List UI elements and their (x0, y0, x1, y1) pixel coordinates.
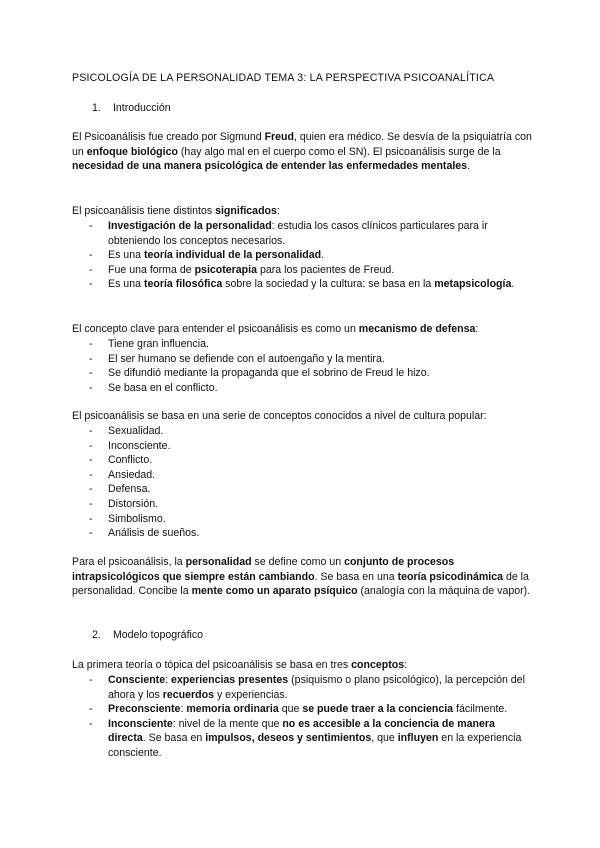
text-run: Sexualidad. (108, 425, 164, 437)
dash-bullet: - (89, 497, 93, 510)
list-item (72, 702, 532, 717)
list-item (72, 497, 532, 512)
bold-text: metapsicología (434, 278, 512, 291)
text-run: sobre la sociedad y la cultura: se basa en la (222, 278, 435, 291)
list-item (72, 482, 532, 497)
bold-text: teoría individual de la personalidad (143, 249, 322, 262)
bullet-list (72, 424, 532, 541)
bold-text: teoría filosófica (143, 278, 223, 291)
text-run: (hay algo mal en el cuerpo como el SN). El psicoanálisis surge de la (177, 145, 501, 158)
text-run: Se difundió mediante la propaganda que el sobrino de Freud le hizo. (108, 367, 430, 380)
bold-text: experiencias presentes (171, 674, 289, 686)
list-item (72, 424, 532, 439)
bold-text: se puede traer a la conciencia (302, 703, 454, 716)
list-item (72, 381, 532, 396)
text-run: . Se basa en (142, 732, 206, 745)
text-run: , quien era médico. Se desvía de la psiquiatría con un (72, 131, 532, 158)
dash-bullet: - (89, 717, 93, 730)
text-run: Es una (108, 249, 144, 262)
section-heading-modelo-topografico (92, 629, 203, 642)
dash-bullet: - (89, 278, 93, 291)
text-run: (analogía con la máquina de vapor). (357, 585, 531, 598)
bold-text: Investigación de la personalidad (108, 220, 272, 232)
text-run: : estudia los casos clínicos particulares para ir obteniendo los conceptos necesarios. (108, 220, 488, 247)
bold-text: mecanismo de defensa (358, 323, 476, 335)
text-run: Análisis de sueños. (108, 527, 200, 540)
bold-text: necesidad de una manera psicológica de entender las enfermedades mentales (72, 160, 468, 173)
dash-bullet: - (89, 439, 93, 452)
bold-text: impulsos, deseos y sentimientos (205, 732, 372, 745)
text-run: que (278, 703, 303, 716)
dash-bullet: - (89, 249, 93, 262)
text-run: Simbolismo. (108, 512, 166, 525)
bold-text: personalidad (185, 556, 252, 568)
dash-bullet: - (89, 425, 93, 437)
bold-text: memoria ordinaria (186, 703, 279, 716)
text-run: : (475, 323, 479, 335)
list-item (72, 526, 532, 541)
list-item (72, 366, 532, 381)
bold-text: conjunto de procesos intrapsicológicos que siempre están cambiando (72, 556, 455, 583)
text-run: Conflicto. (108, 454, 153, 467)
list-item (72, 439, 532, 454)
text-run: El ser humano se defiende con el autoengaño y la mentira. (108, 352, 385, 365)
text-run: Ansiedad. (108, 468, 156, 481)
text-run: Es una (108, 278, 144, 291)
text-run: se define como un (251, 556, 345, 568)
text-run: Tiene gran influencia. (108, 338, 209, 350)
bullet-list (72, 673, 532, 761)
text-run: en la experiencia consciente. (108, 732, 522, 759)
dash-bullet: - (89, 263, 93, 276)
bold-text: no es accesible a la conciencia de manera directa (108, 717, 495, 745)
bold-text: recuerdos (162, 688, 214, 701)
dash-bullet: - (89, 527, 93, 540)
section-label: Introducción (112, 102, 171, 114)
text-run: Fue una forma de (108, 263, 195, 276)
dash-bullet: - (89, 483, 93, 496)
dash-bullet: - (89, 381, 93, 394)
paragraph (72, 204, 532, 219)
bold-text: psicoterapia (194, 263, 257, 276)
text-run: , que (371, 732, 398, 745)
bold-text: Preconsciente (108, 703, 181, 716)
list-item (72, 512, 532, 527)
list-item (72, 219, 532, 248)
bold-text: significados (215, 205, 277, 217)
bold-text: conceptos (351, 659, 405, 671)
dash-bullet: - (89, 367, 93, 380)
paragraph (72, 409, 532, 424)
text-run: El psicoanálisis tiene distintos (72, 205, 216, 217)
dash-bullet: - (89, 220, 93, 232)
text-run: Inconsciente. (108, 439, 171, 452)
text-run: Defensa. (108, 483, 151, 496)
text-run: (psiquismo o plano psicológico), la percepción del ahora y los (108, 674, 525, 701)
text-run: . (511, 278, 515, 291)
section-number: 1. (92, 102, 101, 114)
text-run: La primera teoría o tópica del psicoanálisis se basa en tres (72, 659, 352, 671)
dash-bullet: - (89, 468, 93, 481)
list-item (72, 673, 532, 702)
dash-bullet: - (89, 674, 93, 686)
bold-text: teoría psicodinámica (397, 570, 503, 583)
dash-bullet: - (89, 703, 93, 716)
text-run: Se basa en el conflicto. (108, 381, 218, 394)
document-title: PSICOLOGÍA DE LA PERSONALIDAD TEMA 3: LA PERSPECTIVA PSICOANALÍTICA (72, 72, 495, 84)
text-run: El concepto clave para entender el psicoanálisis es como un (72, 323, 359, 335)
bullet-list (72, 337, 532, 395)
text-run: : (276, 205, 280, 217)
bold-text: mente como un aparato psíquico (191, 585, 358, 598)
text-run: El Psicoanálisis fue creado por Sigmund (72, 131, 265, 143)
text-run: Distorsión. (108, 497, 159, 510)
text-run: . Se basa en una (314, 570, 398, 583)
section-heading-introduccion (92, 102, 171, 115)
section-number: 2. (92, 629, 101, 641)
list-item (72, 248, 532, 263)
text-run: Para el psicoanálisis, la (72, 556, 186, 568)
bold-text: Consciente (108, 674, 166, 686)
dash-bullet: - (89, 512, 93, 525)
bold-text: influyen (397, 732, 439, 745)
dash-bullet: - (89, 454, 93, 467)
list-item (72, 352, 532, 367)
paragraph (72, 322, 532, 337)
text-run: y experiencias. (214, 688, 288, 701)
text-run: fácilmente. (453, 703, 508, 716)
dash-bullet: - (89, 352, 93, 365)
paragraph (72, 658, 532, 673)
bold-text: enfoque biológico (86, 145, 178, 158)
paragraph (72, 555, 532, 599)
dash-bullet: - (89, 338, 93, 350)
list-item (72, 263, 532, 278)
list-item (72, 277, 532, 292)
text-run: . (467, 160, 471, 173)
text-run: El psicoanálisis se basa en una serie de conceptos conocidos a nivel de cultura popular: (72, 410, 487, 422)
bullet-list (72, 219, 532, 292)
text-run: de la personalidad. Concibe la (72, 570, 529, 598)
text-run: : (180, 703, 187, 716)
text-run: para los pacientes de Freud. (257, 263, 395, 276)
bold-text: Freud (264, 131, 294, 143)
list-item (72, 717, 532, 761)
text-run: : (165, 674, 171, 686)
bold-text: Inconsciente (108, 717, 173, 730)
text-run: . (321, 249, 325, 262)
section-label: Modelo topográfico (112, 629, 204, 641)
paragraph (72, 130, 532, 174)
list-item (72, 337, 532, 352)
list-item (72, 468, 532, 483)
text-run: : nivel de la mente que (172, 717, 283, 730)
text-run: : (404, 659, 408, 671)
list-item (72, 453, 532, 468)
